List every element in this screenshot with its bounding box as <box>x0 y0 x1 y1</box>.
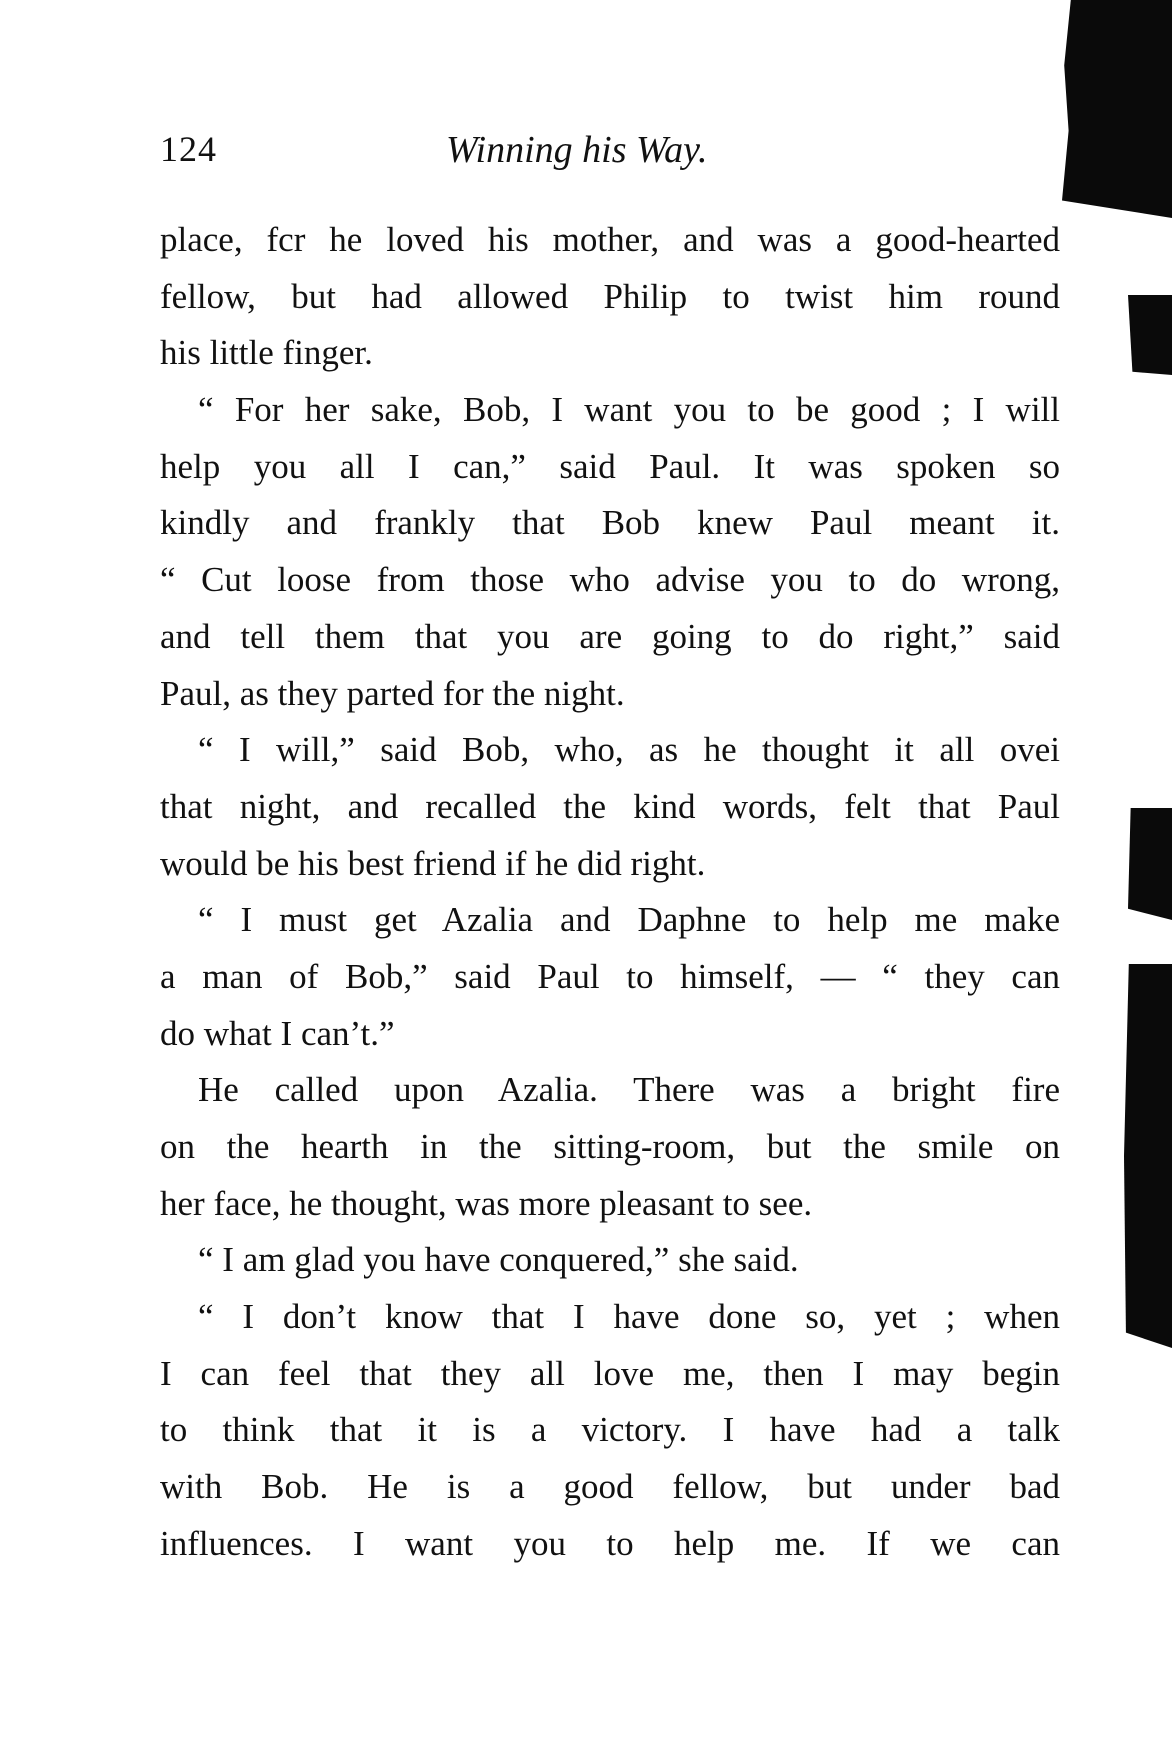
scan-edge-artifact <box>1062 0 1172 218</box>
text-line: He called upon Azalia. There was a bright fire <box>198 1070 1060 1110</box>
text-line: and tell them that you are going to do right,” said <box>160 616 1060 656</box>
text-line: on the hearth in the sitting-room, but the smile on <box>160 1127 1060 1166</box>
text-line: “ I will,” said Bob, who, as he thought it all ovei <box>198 730 1060 770</box>
text-line: “ Cut loose from those who advise you to do wrong, <box>160 560 1060 600</box>
text-line: “ I am glad you have conquered,” she said. <box>198 1240 799 1280</box>
text-line: place, fcr he loved his mother, and was a good-hearted <box>160 220 1060 259</box>
running-title: Winning his Way. <box>446 129 708 171</box>
scan-edge-artifact <box>1128 295 1172 375</box>
text-line: a man of Bob,” said Paul to himself, — “ they can <box>160 956 1060 996</box>
text-line: her face, he thought, was more pleasant to see. <box>160 1183 813 1223</box>
text-line: “ I must get Azalia and Daphne to help me make <box>198 900 1060 940</box>
text-line: to think that it is a victory. I have had a talk <box>160 1410 1060 1450</box>
page-number: 124 <box>160 129 217 169</box>
scan-edge-artifact <box>1128 808 1172 920</box>
text-line: with Bob. He is a good fellow, but under bad <box>160 1467 1060 1507</box>
text-line: kindly and frankly that Bob knew Paul meant it. <box>160 503 1060 543</box>
text-line: do what I can’t.” <box>160 1013 395 1053</box>
text-line: “ I don’t know that I have done so, yet ; when <box>198 1297 1060 1337</box>
text-line: help you all I can,” said Paul. It was spoken so <box>160 446 1060 486</box>
text-line: his little finger. <box>160 333 373 373</box>
text-line: Paul, as they parted for the night. <box>160 673 625 713</box>
scan-edge-artifact <box>1124 964 1172 1348</box>
text-line: “ For her sake, Bob, I want you to be good ; I will <box>198 390 1060 430</box>
text-line: that night, and recalled the kind words, felt that Paul <box>160 786 1060 826</box>
text-line: influences. I want you to help me. If we can <box>160 1523 1060 1563</box>
text-line: fellow, but had allowed Philip to twist him round <box>160 276 1060 316</box>
text-line: I can feel that they all love me, then I may begin <box>160 1353 1060 1393</box>
running-head <box>160 128 1060 178</box>
text-line: would be his best friend if he did right. <box>160 843 706 883</box>
body-text <box>160 212 1060 1573</box>
